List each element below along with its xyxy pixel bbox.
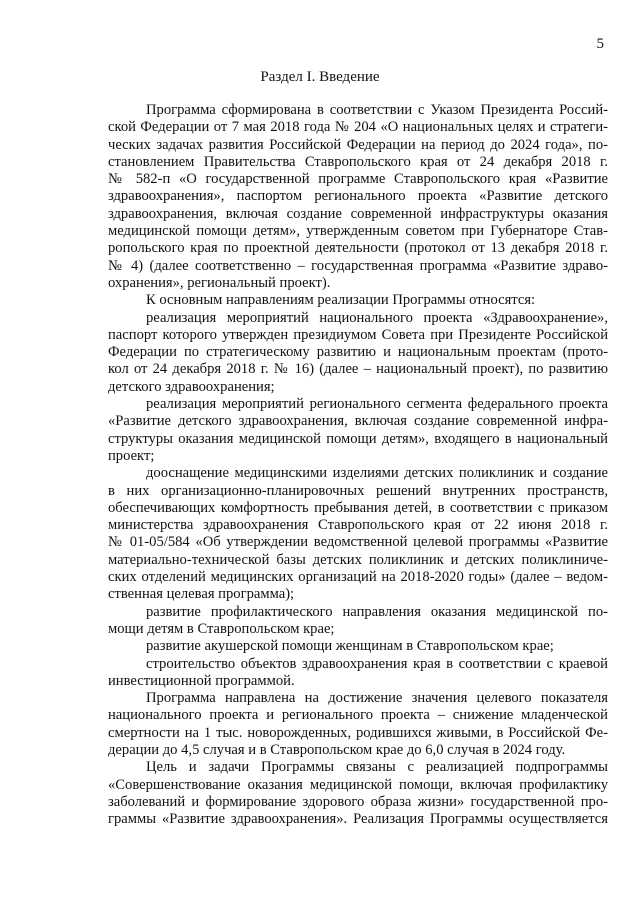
text-line: ской Федерации от 7 мая 2018 года № 204 «О национальных целях и стратеги- <box>108 119 608 136</box>
text-line: становлением Правительства Ставропольского края от 24 декабря 2018 г. <box>108 153 608 170</box>
text-line: национального проекта и регионального проекта – снижение младенческой <box>108 707 608 724</box>
text-line: реализация мероприятий национального проекта «Здравоохранение», <box>146 309 608 326</box>
text-line: ственная целевая программа); <box>108 586 295 603</box>
text-line: развитие акушерской помощи женщинам в Ставропольском крае; <box>146 638 554 655</box>
text-line: медицинской помощи детям», утвержденным советом при Губернаторе Став- <box>108 223 608 240</box>
text-line: № 4) (далее соответственно – государственная программа «Развитие здраво- <box>108 257 608 274</box>
text-line: структуры оказания медицинской помощи детям», входящего в национальный <box>108 430 608 447</box>
section-heading: Раздел I. Введение <box>260 69 380 85</box>
text-line: здравоохранения, включая создание современной инфраструктуры оказания <box>108 205 608 222</box>
text-line: охранения», региональный проект). <box>108 274 331 291</box>
text-line: в них организационно-планировочных решений внутренних пространств, <box>108 482 608 499</box>
text-line: ческих задачах развития Российской Федерации на период до 2024 года», по- <box>108 136 608 153</box>
text-line: дооснащение медицинскими изделиями детских поликлиник и создание <box>146 465 608 482</box>
text-line: Федерации по стратегическому развитию и национальным проектам (прото- <box>108 344 608 361</box>
text-line: проект; <box>108 447 155 464</box>
text-line: инвестиционной программой. <box>108 672 295 689</box>
text-line: Программа направлена на достижение значения целевого показателя <box>146 690 608 707</box>
text-line: реализация мероприятий регионального сегмента федерального проекта <box>146 396 608 413</box>
text-line: № 01-05/584 «Об утверждении ведомственной целевой программы «Развитие <box>108 534 608 551</box>
page-number: 5 <box>596 36 604 52</box>
text-line: смертности на 1 тыс. новорожденных, родившихся живыми, в Российской Фе- <box>108 724 608 741</box>
text-line: обеспечивающих комфортность пребывания детей, в соответствии с приказом <box>108 499 608 516</box>
text-line: строительство объектов здравоохранения края в соответствии с краевой <box>146 655 608 672</box>
text-line: заболеваний и формирование здорового образа жизни» государственной про- <box>108 793 608 810</box>
text-line: «Развитие детского здравоохранения, включая создание современной инфра- <box>108 413 608 430</box>
text-line: «Совершенствование оказания медицинской помощи, включая профилактику <box>108 776 608 793</box>
text-line: кол от 24 декабря 2018 г. № 16) (далее – национальный проект), по развитию <box>108 361 608 378</box>
text-line: министерства здравоохранения Ставропольского края от 22 июня 2018 г. <box>108 517 608 534</box>
text-line: Цель и задачи Программы связаны с реализацией подпрограммы <box>146 759 608 776</box>
text-line: здравоохранения», паспортом регионального проекта «Развитие детского <box>108 188 608 205</box>
text-line: мощи детям в Ставропольском крае; <box>108 620 335 637</box>
text-line: ропольского края по проектной деятельности (протокол от 13 декабря 2018 г. <box>108 240 608 257</box>
document-body <box>108 102 608 828</box>
text-line: детского здравоохранения; <box>108 378 275 395</box>
text-line: № 582-п «О государственной программе Ставропольского края «Развитие <box>108 171 608 188</box>
text-line: дерации до 4,5 случая и в Ставропольском крае до 6,0 случая в 2024 году. <box>108 741 566 758</box>
text-line: ских отделений медицинских организаций на 2018-2020 годы» (далее – ведом- <box>108 569 608 586</box>
text-line: граммы «Развитие здравоохранения». Реализация Программы осуществляется <box>108 811 608 828</box>
text-line: развитие профилактического направления оказания медицинской по- <box>146 603 608 620</box>
text-line: материально-технической базы детских поликлиник и детских поликлиниче- <box>108 551 608 568</box>
text-line: К основным направлениям реализации Программы относятся: <box>146 292 536 309</box>
text-line: Программа сформирована в соответствии с Указом Президента Россий- <box>146 102 608 118</box>
text-line: паспорт которого утвержден президиумом Совета при Президенте Российской <box>108 326 608 343</box>
